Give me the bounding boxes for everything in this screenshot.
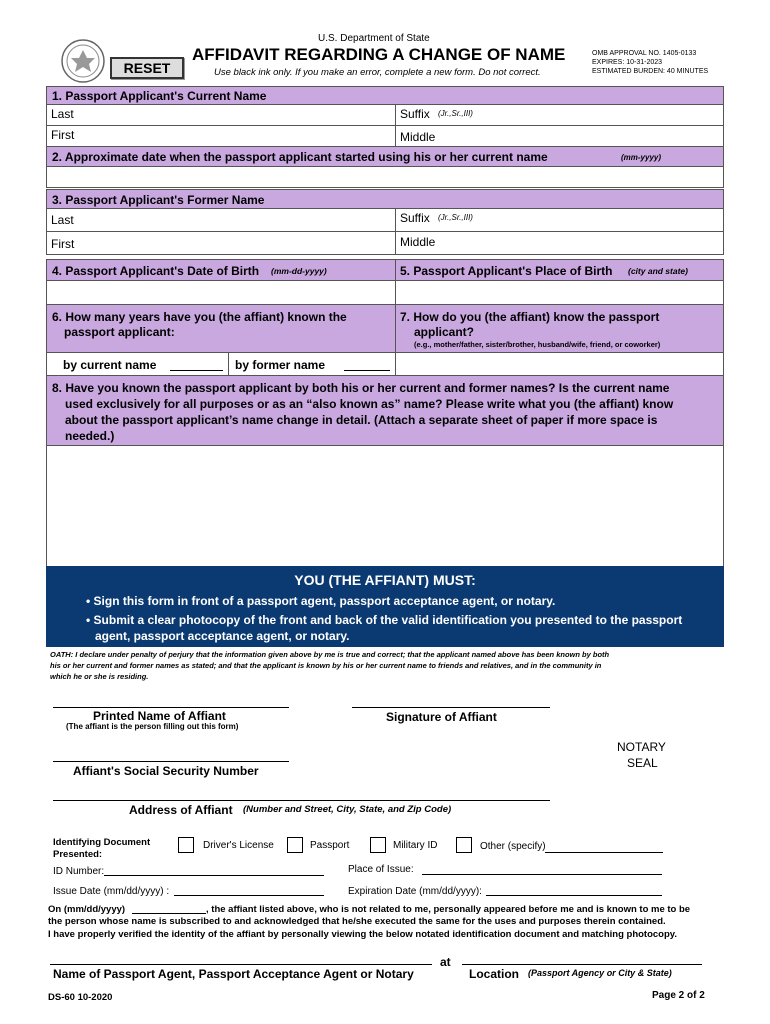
oath-line-1: OATH: I declare under penalty of perjury that the information given above by me is true and correct; that the applicant named above has been known by both <box>50 650 610 659</box>
form-number: DS-60 10-2020 <box>48 992 113 1003</box>
date-current-name-field[interactable] <box>46 166 724 188</box>
former-suffix-label: Suffix <box>400 211 430 225</box>
attest-line-3: I have properly verified the identity of the affiant by personally viewing the below notated identification document and matching photocopy. <box>48 929 678 940</box>
section-2-hint: (mm-yyyy) <box>621 153 662 162</box>
expiration-date-line[interactable] <box>486 895 662 896</box>
other-label: Other (specify) <box>480 841 546 852</box>
ink-instructions: Use black ink only. If you make an error, complete a new form. Do not correct. <box>214 67 541 78</box>
place-of-issue-line[interactable] <box>422 874 662 875</box>
expiration-date-label: Expiration Date (mm/dd/yyyy): <box>348 886 482 897</box>
section-7-header <box>395 304 724 353</box>
years-former-field[interactable] <box>228 352 396 376</box>
years-current-field[interactable] <box>46 352 229 376</box>
section-6-title-cont: passport applicant: <box>64 325 175 339</box>
section-4-title: 4. Passport Applicant's Date of Birth <box>52 264 260 278</box>
former-last-label: Last <box>51 213 74 227</box>
form-title: AFFIDAVIT REGARDING A CHANGE OF NAME <box>192 45 566 64</box>
current-first-label: First <box>51 128 75 142</box>
section-1-header <box>46 86 724 105</box>
military-id-label: Military ID <box>393 840 438 851</box>
by-current-name-label: by current name <box>63 358 157 372</box>
location-hint: (Passport Agency or City & State) <box>528 968 672 978</box>
former-middle-field[interactable] <box>395 231 724 255</box>
section-8-line-2: used exclusively for all purposes or as an “also known as” name? Please write what you (the affiant) know <box>65 397 674 411</box>
current-middle-label: Middle <box>400 130 436 144</box>
attest-date-label: On (mm/dd/yyyy) <box>48 904 126 915</box>
by-former-name-label: by former name <box>235 358 326 372</box>
former-first-field[interactable] <box>46 231 396 255</box>
section-1-title: 1. Passport Applicant's Current Name <box>52 89 267 103</box>
signature-line[interactable] <box>352 707 550 708</box>
attest-line-2: the person whose name is subscribed to and acknowledged that he/she executed the same for the uses and purposes therein contained. <box>48 916 666 927</box>
address-line[interactable] <box>53 800 550 801</box>
current-suffix-field[interactable] <box>395 104 724 126</box>
must-bullet-2-cont: agent, passport acceptance agent, or notary. <box>95 629 350 643</box>
section-4-header <box>46 259 396 281</box>
address-hint: (Number and Street, City, State, and Zip Code) <box>243 804 452 815</box>
issue-date-line[interactable] <box>174 895 324 896</box>
section-5-title: 5. Passport Applicant's Place of Birth <box>400 264 613 278</box>
drivers-license-checkbox[interactable] <box>178 837 194 853</box>
address-label: Address of Affiant <box>129 803 233 817</box>
former-middle-label: Middle <box>400 235 436 249</box>
passport-label: Passport <box>310 840 350 851</box>
ssn-line[interactable] <box>53 761 289 762</box>
relationship-field[interactable] <box>395 352 724 376</box>
place-of-issue-label: Place of Issue: <box>348 864 414 875</box>
expiration: EXPIRES: 10-31-2023 <box>592 59 663 66</box>
department-name: U.S. Department of State <box>318 33 430 44</box>
printed-name-note: (The affiant is the person filling out this form) <box>66 722 239 731</box>
printed-name-label: Printed Name of Affiant <box>93 709 226 723</box>
section-8-header <box>46 375 724 446</box>
reset-button[interactable]: RESET <box>110 57 184 79</box>
section-5-hint: (city and state) <box>628 266 688 276</box>
location-line[interactable] <box>462 964 702 965</box>
section-2-header <box>46 146 724 167</box>
location-label: Location <box>469 967 519 981</box>
burden: ESTIMATED BURDEN: 40 MINUTES <box>592 68 709 75</box>
agent-name-label: Name of Passport Agent, Passport Acceptance Agent or Notary <box>53 967 414 981</box>
must-title: YOU (THE AFFIANT) MUST: <box>294 572 476 588</box>
military-id-checkbox[interactable] <box>370 837 386 853</box>
section-8-line-3: about the passport applicant’s name change in detail. (Attach a separate sheet of paper if more space is <box>65 413 658 427</box>
oath-line-3: which he or she is residing. <box>50 672 149 681</box>
printed-name-line[interactable] <box>53 707 289 708</box>
attest-date-line[interactable] <box>132 913 206 914</box>
drivers-license-label: Driver's License <box>203 840 274 851</box>
agent-at-label: at <box>440 955 451 969</box>
former-suffix-field[interactable] <box>395 208 724 232</box>
page-number: Page 2 of 2 <box>652 990 705 1001</box>
section-8-line-1: 8. Have you known the passport applicant by both his or her current and former names? Is the current name <box>52 381 670 395</box>
name-change-details-field[interactable] <box>46 445 724 567</box>
notary-seal-label-2: SEAL <box>627 756 658 770</box>
former-last-field[interactable] <box>46 208 396 232</box>
current-middle-field[interactable] <box>395 125 724 147</box>
section-7-title-cont: applicant? <box>414 325 475 339</box>
section-7-hint: (e.g., mother/father, sister/brother, husband/wife, friend, or coworker) <box>414 340 661 349</box>
issue-date-label: Issue Date (mm/dd/yyyy) : <box>53 886 170 897</box>
oath-line-2: his or her current and former names as stated; and that the applicant is known by his or her current name to friends and relatives, and in the community in <box>50 661 602 670</box>
section-3-title: 3. Passport Applicant's Former Name <box>52 193 265 207</box>
current-first-field[interactable] <box>46 125 396 147</box>
agent-name-line[interactable] <box>50 964 432 965</box>
current-suffix-hint: (Jr.,Sr.,III) <box>438 109 473 118</box>
pob-field[interactable] <box>395 280 724 305</box>
section-5-header <box>395 259 724 281</box>
id-number-label: ID Number: <box>53 866 105 877</box>
must-bullet-1: • Sign this form in front of a passport agent, passport acceptance agent, or notary. <box>86 594 556 608</box>
section-3-header <box>46 189 724 209</box>
id-number-line[interactable] <box>104 875 324 876</box>
passport-checkbox[interactable] <box>287 837 303 853</box>
signature-label: Signature of Affiant <box>386 710 497 724</box>
other-specify-line[interactable] <box>545 852 663 853</box>
omb-number: OMB APPROVAL NO. 1405-0133 <box>592 50 697 57</box>
section-8-line-4: needed.) <box>65 429 115 443</box>
id-doc-label-2: Presented: <box>53 849 103 860</box>
other-checkbox[interactable] <box>456 837 472 853</box>
dob-field[interactable] <box>46 280 396 305</box>
ssn-label: Affiant's Social Security Number <box>73 764 259 778</box>
state-seal-icon <box>60 38 106 84</box>
notary-seal-label: NOTARY <box>617 740 666 754</box>
former-first-label: First <box>51 237 75 251</box>
must-bullet-2: • Submit a clear photocopy of the front and back of the valid identification you presented to the passport <box>86 613 683 627</box>
affiant-must-box <box>46 566 724 647</box>
section-2-title: 2. Approximate date when the passport applicant started using his or her current name <box>52 150 548 164</box>
former-suffix-hint: (Jr.,Sr.,III) <box>438 213 473 222</box>
section-6-header <box>46 304 396 353</box>
current-last-field[interactable] <box>46 104 396 126</box>
attest-line-1: , the affiant listed above, who is not related to me, personally appeared before me and is known to me to be <box>206 904 691 915</box>
section-4-hint: (mm-dd-yyyy) <box>271 266 327 276</box>
current-last-label: Last <box>51 107 74 121</box>
id-doc-label: Identifying Document <box>53 837 151 848</box>
section-6-title: 6. How many years have you (the affiant) known the <box>52 310 347 324</box>
section-7-title: 7. How do you (the affiant) know the passport <box>400 310 660 324</box>
current-suffix-label: Suffix <box>400 107 430 121</box>
